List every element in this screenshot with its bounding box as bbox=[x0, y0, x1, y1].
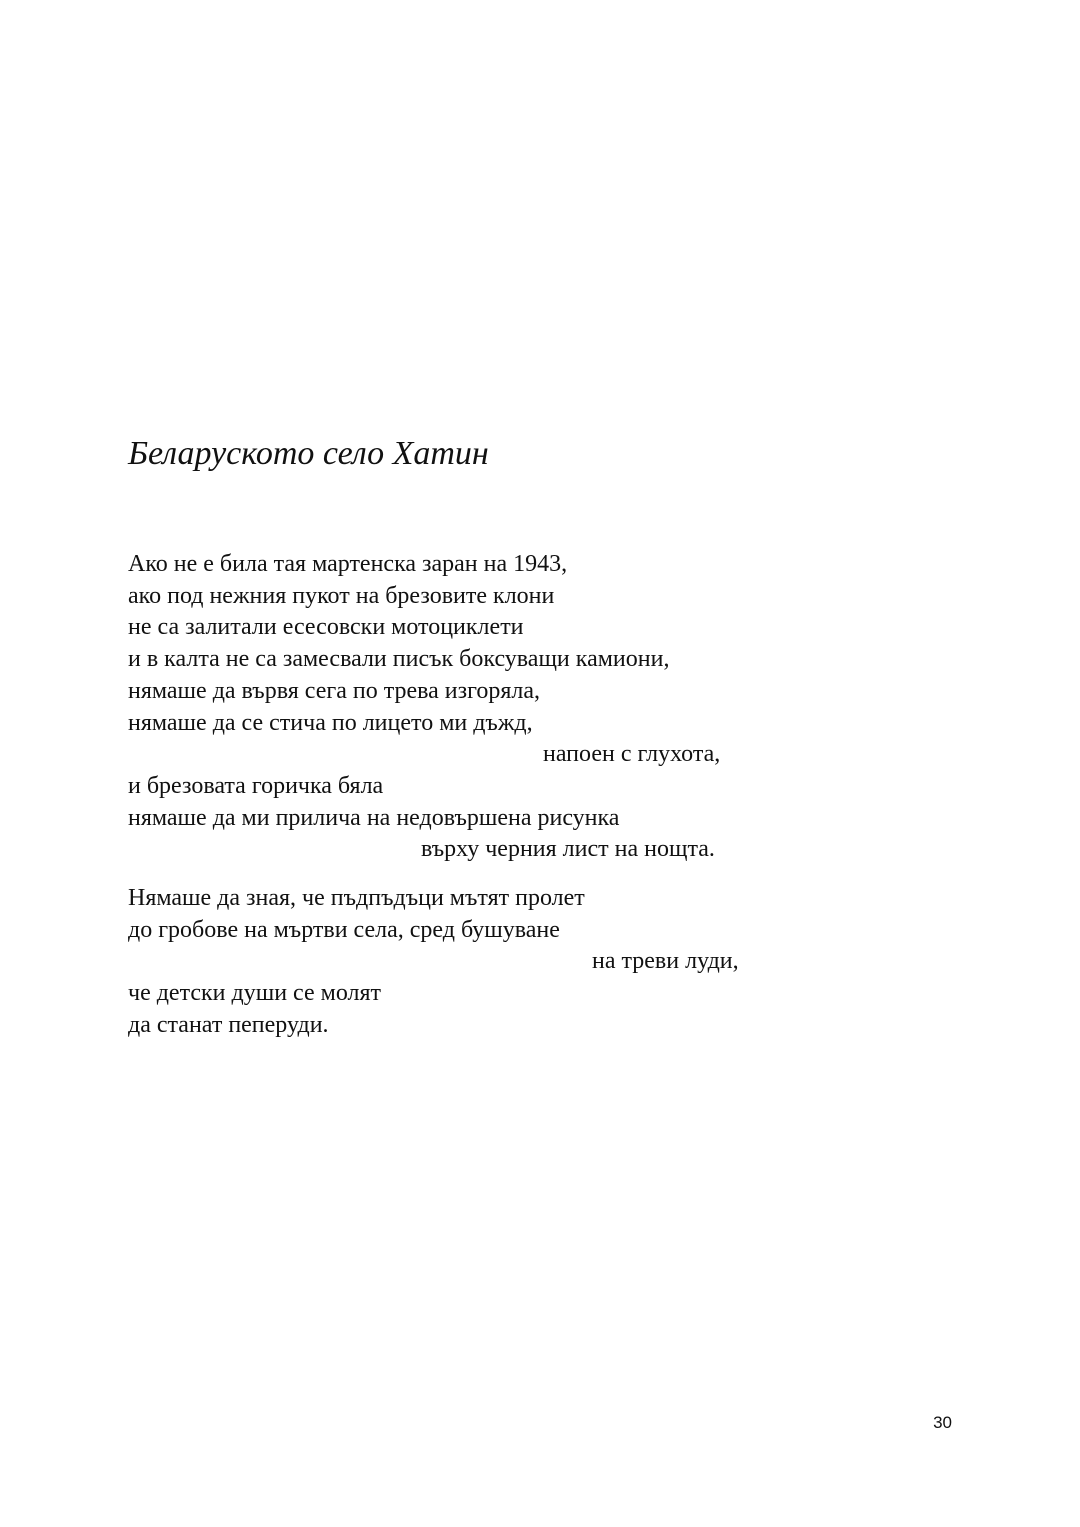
poem-line: и в калта не са замесвали писък боксуващи камиони, bbox=[128, 646, 670, 673]
poem-line: нямаше да се стича по лицето ми дъжд, bbox=[128, 709, 533, 736]
poem-line: не са залитали есесовски мотоциклети bbox=[128, 614, 524, 641]
poem-line: Нямаше да зная, че пъдпъдъци мътят пролет bbox=[128, 885, 585, 911]
poem-line: че детски души се молят bbox=[128, 980, 382, 1007]
page-number: 30 bbox=[933, 1413, 952, 1432]
poem-line: ако под нежния пукот на брезовите клони bbox=[128, 582, 555, 609]
poem-title: Беларуското село Хатин bbox=[128, 435, 489, 472]
poem-line-indented: на треви луди, bbox=[592, 948, 739, 975]
stanza-2 bbox=[128, 883, 768, 1042]
poem-line: и брезовата горичка бяла bbox=[128, 772, 384, 799]
poem-line: да станат пеперуди. bbox=[128, 1011, 329, 1038]
poem-line-indented: върху черния лист на нощта. bbox=[421, 836, 715, 863]
poem-line: нямаше да вървя сега по трева изгоряла, bbox=[128, 677, 541, 704]
stanza-1 bbox=[128, 549, 768, 866]
poem-line: нямаше да ми прилича на недовършена рисунка bbox=[128, 804, 620, 831]
poem-line: до гробове на мъртви села, сред бушуване bbox=[128, 916, 560, 943]
poem-line-indented: напоен с глухота, bbox=[543, 741, 721, 768]
poem-line: Ако не е била тая мартенска заран на 1943, bbox=[128, 551, 568, 577]
